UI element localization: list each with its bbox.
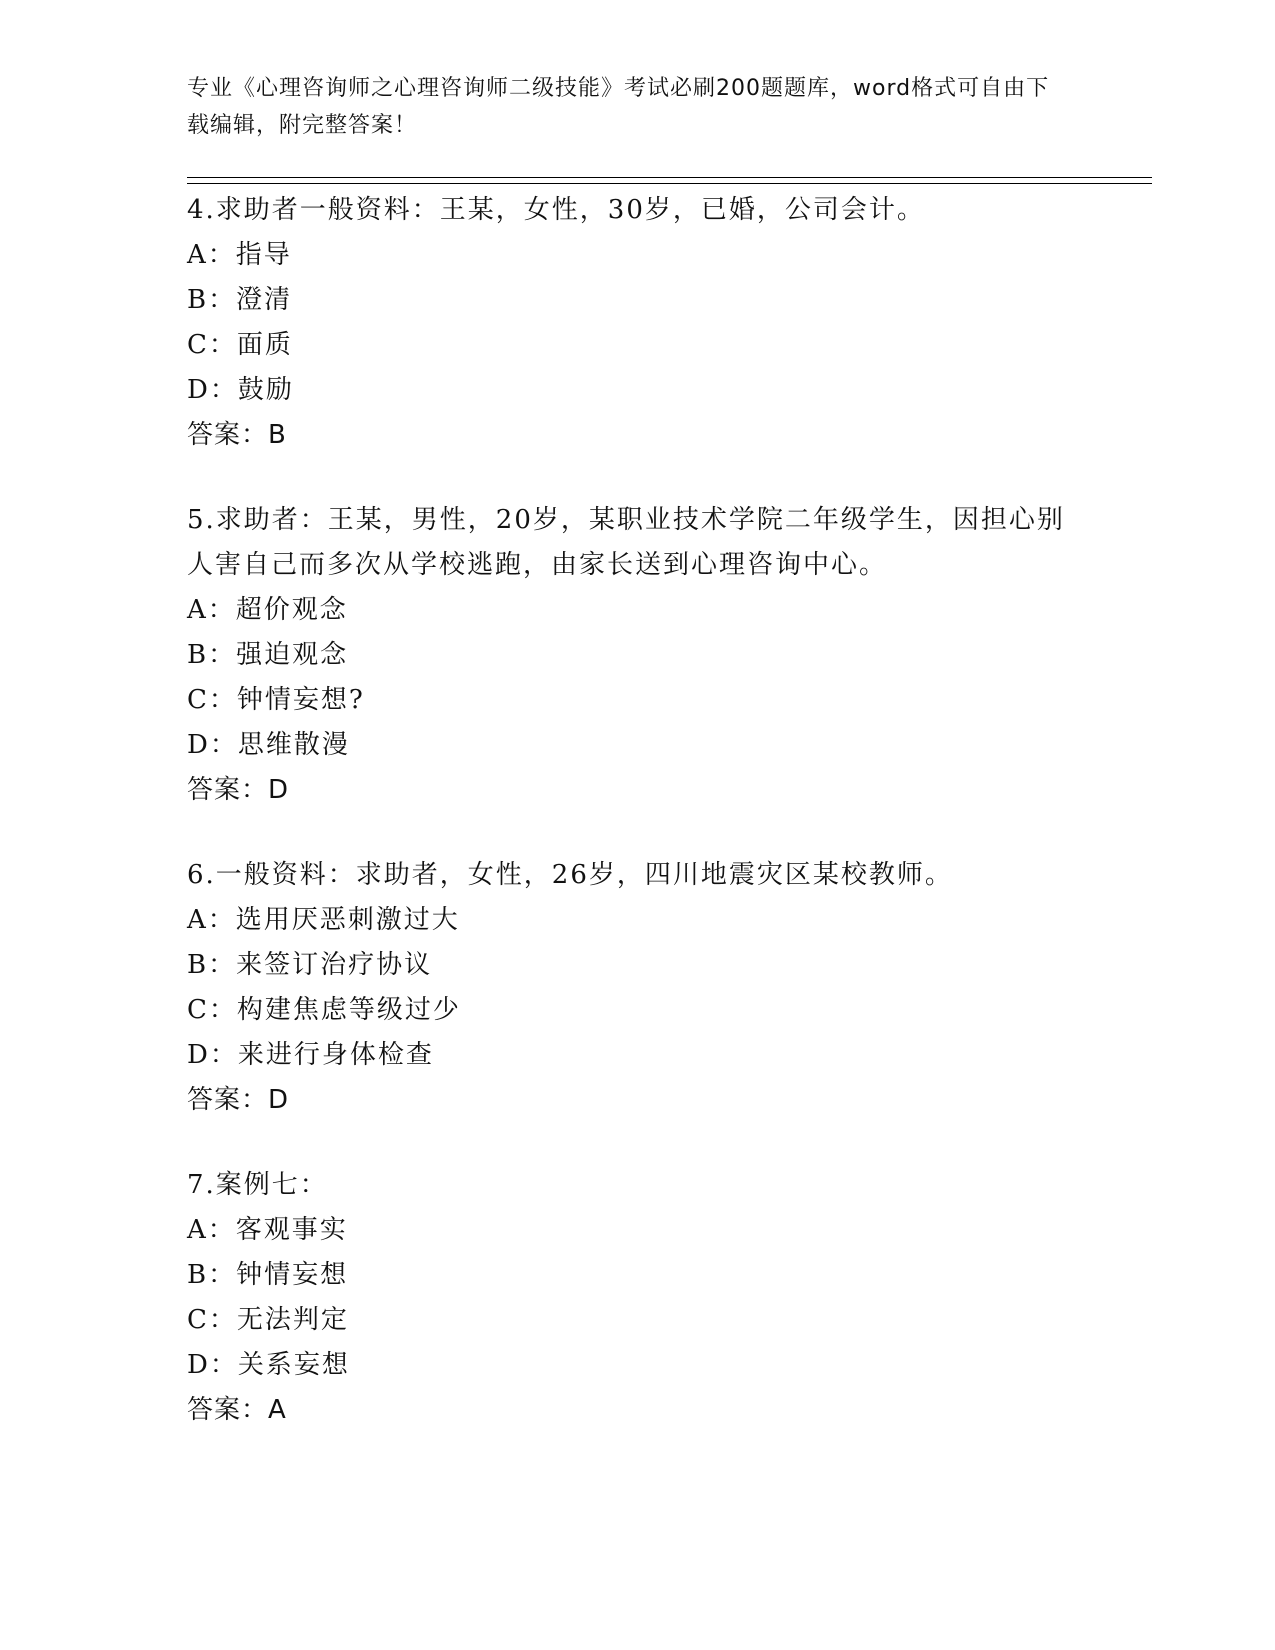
option-d: D：来进行身体检查 [187, 1040, 434, 1070]
option-b: B：来签订治疗协议 [187, 950, 433, 980]
question-text: 7.案例七： [187, 1170, 328, 1200]
question-text: 6.一般资料：求助者，女性，26岁，四川地震灾区某校教师。 [187, 860, 953, 890]
option-d: D：关系妄想 [187, 1350, 350, 1380]
answer-label: 答案：D [187, 775, 290, 805]
answer-label: 答案：D [187, 1085, 290, 1115]
question-item [187, 498, 1087, 813]
question-item [187, 853, 1087, 1123]
option-b: B：强迫观念 [187, 640, 349, 670]
option-c: C：无法判定 [187, 1305, 349, 1335]
option-c: C：构建焦虑等级过少 [187, 995, 461, 1025]
option-b: B：澄清 [187, 285, 293, 315]
question-item [187, 188, 1087, 458]
option-a: A：指导 [187, 240, 292, 270]
answer-label: 答案：A [187, 1395, 287, 1425]
option-d: D：思维散漫 [187, 730, 350, 760]
header-divider-bottom [187, 183, 1152, 184]
question-text: 4.求助者一般资料：王某，女性，30岁，已婚，公司会计。 [187, 195, 925, 225]
option-d: D：鼓励 [187, 375, 294, 405]
option-c: C：钟情妄想? [187, 685, 365, 715]
option-a: A：超价观念 [187, 595, 348, 625]
answer-label: 答案：B [187, 420, 287, 450]
question-text: 5.求助者：王某，男性，20岁，某职业技术学院二年级学生，因担心别人害自己而多次从学校逃跑，由家长送到心理咨询中心。 [187, 505, 1065, 580]
option-a: A：客观事实 [187, 1215, 348, 1245]
option-a: A：选用厌恶刺激过大 [187, 905, 460, 935]
document-header: 专业《心理咨询师之心理咨询师二级技能》考试必刷200题题库，word格式可自由下载编辑，附完整答案！ [187, 76, 1050, 138]
question-list [187, 188, 1087, 1473]
question-item [187, 1163, 1087, 1433]
header-divider-top [187, 177, 1152, 178]
option-c: C：面质 [187, 330, 293, 360]
option-b: B：钟情妄想 [187, 1260, 349, 1290]
